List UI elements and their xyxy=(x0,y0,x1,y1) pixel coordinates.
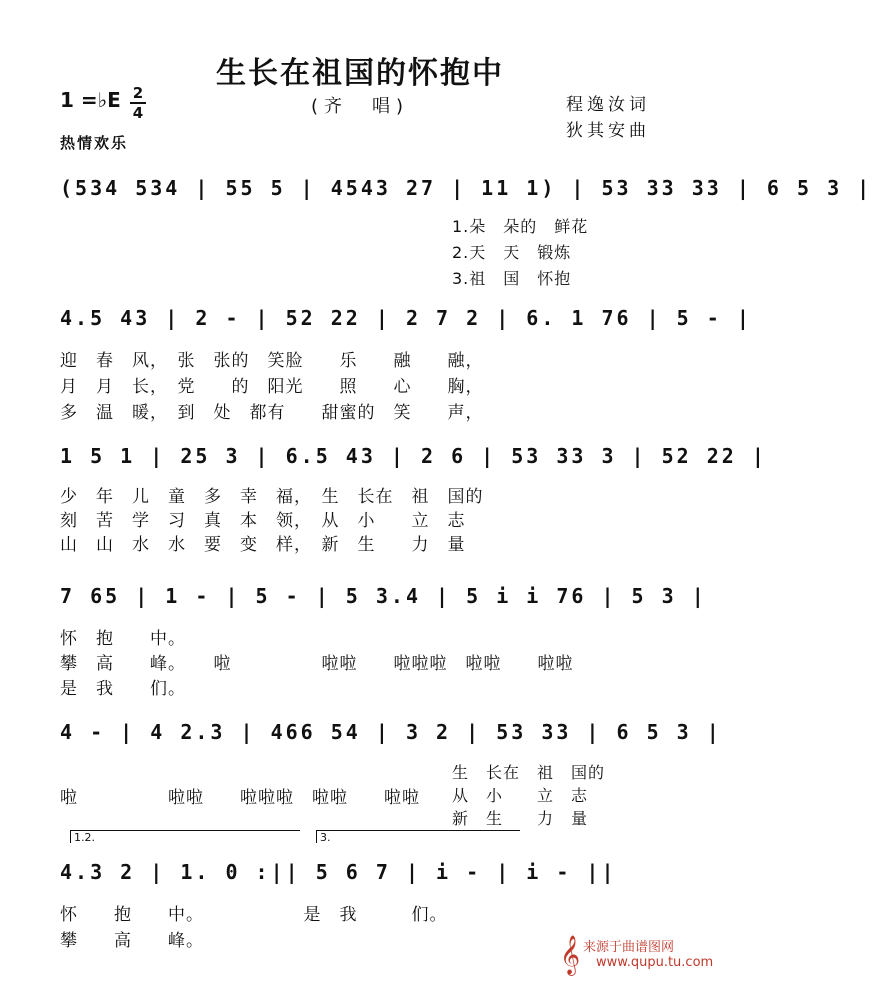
lyric-line: 怀 抱 中。 是 我 们。 xyxy=(60,905,448,925)
verse-lyric-3: 新 生 力 量 xyxy=(452,809,589,828)
watermark-url: www.qupu.tu.com xyxy=(596,955,714,970)
volta-second-ending: 3. xyxy=(316,830,520,843)
meter-top: 2 xyxy=(132,84,144,102)
notes-line: 4.5 43 | 2 - | 52 22 | 2 7 2 | 6. 1 76 | 5 - | xyxy=(60,306,752,330)
lyric-line: 是 我 们。 xyxy=(60,679,186,699)
lyric-line: 月 月 长， 党 的 阳光 照 心 胸， xyxy=(60,377,484,397)
verse-label-1: 1.朵 朵的 鲜花 xyxy=(452,217,589,236)
verse-lyric-2: 从 小 立 志 xyxy=(452,786,589,805)
lyric-line: 少 年 儿 童 多 幸 福， 生 长在 祖 国的 xyxy=(60,487,484,507)
lyric-line: 怀 抱 中。 xyxy=(60,629,186,649)
notes-line: 4 - | 4 2.3 | 466 54 | 3 2 | 53 33 | 6 5 3 | xyxy=(60,720,722,744)
lyricist-credit: 程逸汝词 xyxy=(566,95,650,115)
composer-credit: 狄其安曲 xyxy=(566,121,650,141)
lyric-line: 迎 春 风， 张 张的 笑脸 乐 融 融， xyxy=(60,351,484,371)
staff-system-1 xyxy=(0,172,872,208)
verse-label-3: 3.祖 国 怀抱 xyxy=(452,269,572,288)
tempo-marking: 热情欢乐 xyxy=(60,134,129,152)
notes-line: (534 534 | 55 5 | 4543 27 | 11 1) | 53 33 33 | 6 5 3 | xyxy=(60,176,872,200)
time-signature xyxy=(130,84,146,122)
lyric-line: 山 山 水 水 要 变 样， 新 生 力 量 xyxy=(60,535,466,555)
staff-system-6 xyxy=(0,856,720,892)
lyric-line: 攀 高 峰。 啦 啦啦 啦啦啦 啦啦 啦啦 xyxy=(60,654,574,674)
volta-first-ending: 1.2. xyxy=(70,830,300,843)
lyric-line: 啦 啦啦 啦啦啦 啦啦 啦啦 xyxy=(60,788,420,808)
watermark-source: 来源于曲谱图网 xyxy=(583,940,675,955)
lyric-line: 攀 高 峰。 xyxy=(60,931,204,951)
verse-label-2: 2.天 天 锻炼 xyxy=(452,243,572,262)
notes-line: 1 5 1 | 25 3 | 6.5 43 | 2 6 | 53 33 3 | 52 22 | xyxy=(60,444,767,468)
staff-system-5 xyxy=(0,716,720,752)
song-title: 生长在祖国的怀抱中 xyxy=(216,56,504,91)
staff-system-3 xyxy=(0,440,767,476)
notes-line: 4.3 2 | 1. 0 :|| 5 6 7 | i - | i - || xyxy=(60,860,617,884)
song-subtitle: (齐 唱) xyxy=(310,96,410,117)
lyric-line: 刻 苦 学 习 真 本 领， 从 小 立 志 xyxy=(60,511,466,531)
staff-system-2 xyxy=(0,302,752,338)
notes-line: 7 65 | 1 - | 5 - | 5 3.4 | 5 i i 76 | 5 3 | xyxy=(60,584,707,608)
meter-bottom: 4 xyxy=(130,102,146,122)
staff-system-4 xyxy=(0,580,720,616)
verse-lyric-1: 生 长在 祖 国的 xyxy=(452,763,606,782)
treble-clef-icon: 𝄞 xyxy=(560,935,581,975)
key-signature: 1 =♭E xyxy=(60,88,121,112)
lyric-line: 多 温 暖， 到 处 都有 甜蜜的 笑 声， xyxy=(60,403,484,423)
